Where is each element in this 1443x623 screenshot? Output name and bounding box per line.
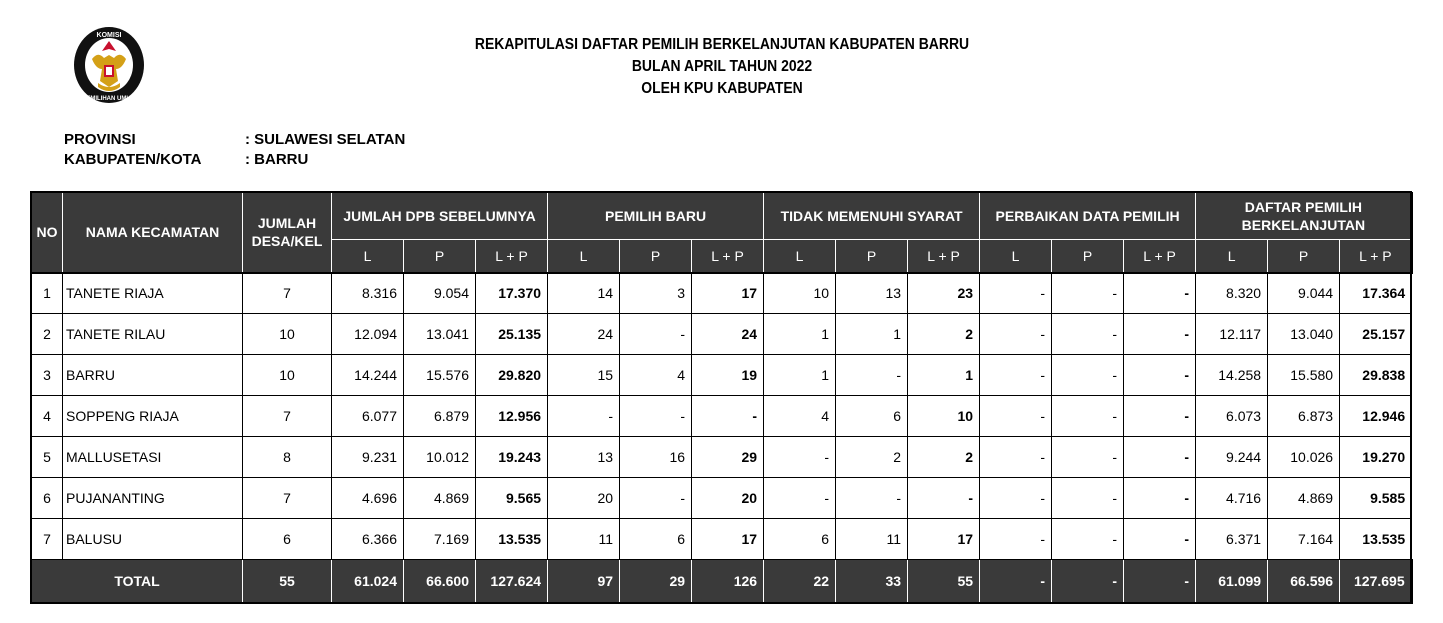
cell-no: 4 xyxy=(32,396,63,437)
total-value: - xyxy=(1052,560,1124,603)
cell-value: 13.040 xyxy=(1268,314,1340,355)
cell-value: 7.164 xyxy=(1268,519,1340,560)
subheader-l: L xyxy=(980,240,1052,273)
cell-value: 1 xyxy=(908,355,980,396)
total-row xyxy=(32,560,1412,603)
cell-value: - xyxy=(980,437,1052,478)
cell-value: 1 xyxy=(764,314,836,355)
cell-value: 2 xyxy=(908,314,980,355)
cell-value: 25.157 xyxy=(1340,314,1412,355)
subheader-lp: L + P xyxy=(476,240,548,273)
cell-value: 16 xyxy=(620,437,692,478)
cell-value: - xyxy=(980,355,1052,396)
cell-value: 4.869 xyxy=(1268,478,1340,519)
cell-value: 4 xyxy=(620,355,692,396)
cell-jumlah-desa: 8 xyxy=(243,437,332,478)
cell-value: - xyxy=(980,314,1052,355)
cell-value: 4.716 xyxy=(1196,478,1268,519)
cell-kecamatan: BARRU xyxy=(63,355,243,396)
cell-value: 24 xyxy=(692,314,764,355)
cell-value: 2 xyxy=(908,437,980,478)
total-value: 126 xyxy=(692,560,764,603)
header-no: NO xyxy=(32,193,63,273)
cell-value: 6.879 xyxy=(404,396,476,437)
cell-value: 13.535 xyxy=(1340,519,1412,560)
cell-value: - xyxy=(1052,314,1124,355)
cell-value: 1 xyxy=(836,314,908,355)
cell-value: - xyxy=(692,396,764,437)
cell-value: 8.316 xyxy=(332,273,404,314)
total-value: - xyxy=(980,560,1052,603)
cell-value: - xyxy=(1052,355,1124,396)
subheader-p: P xyxy=(1052,240,1124,273)
cell-value: 10 xyxy=(908,396,980,437)
cell-value: 6.073 xyxy=(1196,396,1268,437)
cell-jumlah-desa: 10 xyxy=(243,314,332,355)
cell-value: - xyxy=(1124,437,1196,478)
cell-value: 9.231 xyxy=(332,437,404,478)
cell-value: 13.041 xyxy=(404,314,476,355)
cell-value: 29 xyxy=(692,437,764,478)
subheader-lp: L + P xyxy=(1124,240,1196,273)
report-title xyxy=(362,34,1082,100)
cell-value: 17.364 xyxy=(1340,273,1412,314)
subheader-l: L xyxy=(1196,240,1268,273)
cell-value: 19.270 xyxy=(1340,437,1412,478)
cell-value: - xyxy=(980,273,1052,314)
total-value: 97 xyxy=(548,560,620,603)
cell-kecamatan: PUJANANTING xyxy=(63,478,243,519)
provinsi-label: PROVINSI xyxy=(64,131,136,148)
cell-value: - xyxy=(980,478,1052,519)
total-value: 66.600 xyxy=(404,560,476,603)
subheader-lp: L + P xyxy=(1340,240,1412,273)
provinsi-value: : SULAWESI SELATAN xyxy=(245,131,406,148)
table-foot xyxy=(32,560,1412,603)
kpu-logo xyxy=(72,25,146,105)
cell-kecamatan: TANETE RILAU xyxy=(63,314,243,355)
cell-value: - xyxy=(1124,519,1196,560)
cell-jumlah-desa: 7 xyxy=(243,273,332,314)
cell-no: 2 xyxy=(32,314,63,355)
cell-value: 9.244 xyxy=(1196,437,1268,478)
recap-table xyxy=(31,192,1413,604)
cell-no: 6 xyxy=(32,478,63,519)
cell-value: - xyxy=(1052,519,1124,560)
cell-value: 12.946 xyxy=(1340,396,1412,437)
subheader-lp: L + P xyxy=(692,240,764,273)
cell-value: 13 xyxy=(548,437,620,478)
cell-jumlah-desa: 6 xyxy=(243,519,332,560)
header-group-perbaikan: PERBAIKAN DATA PEMILIH xyxy=(980,193,1196,240)
subheader-lp: L + P xyxy=(908,240,980,273)
subheader-p: P xyxy=(620,240,692,273)
cell-value: 1 xyxy=(764,355,836,396)
cell-value: 12.117 xyxy=(1196,314,1268,355)
logo-text-top: KOMISI xyxy=(96,32,122,39)
header-kecamatan: NAMA KECAMATAN xyxy=(63,193,243,273)
header-group-pemilih-baru: PEMILIH BARU xyxy=(548,193,764,240)
cell-value: 7.169 xyxy=(404,519,476,560)
cell-value: 14.244 xyxy=(332,355,404,396)
cell-value: 25.135 xyxy=(476,314,548,355)
kabupaten-value: : BARRU xyxy=(245,151,309,168)
table-row xyxy=(32,519,1412,560)
cell-value: 6 xyxy=(764,519,836,560)
cell-value: - xyxy=(1052,396,1124,437)
cell-value: 15.580 xyxy=(1268,355,1340,396)
cell-jumlah-desa: 10 xyxy=(243,355,332,396)
subheader-p: P xyxy=(404,240,476,273)
cell-value: 17 xyxy=(692,273,764,314)
cell-value: - xyxy=(620,478,692,519)
cell-value: 9.054 xyxy=(404,273,476,314)
table-row xyxy=(32,437,1412,478)
cell-value: 14.258 xyxy=(1196,355,1268,396)
cell-value: 8.320 xyxy=(1196,273,1268,314)
logo-text-bottom: PEMILIHAN UMUM xyxy=(82,96,136,102)
cell-value: 17 xyxy=(692,519,764,560)
cell-value: 10.026 xyxy=(1268,437,1340,478)
cell-value: - xyxy=(1124,355,1196,396)
cell-value: - xyxy=(1052,437,1124,478)
cell-no: 1 xyxy=(32,273,63,314)
subheader-l: L xyxy=(548,240,620,273)
title-line-3: OLEH KPU KABUPATEN xyxy=(641,80,803,97)
table-row xyxy=(32,478,1412,519)
cell-value: 10 xyxy=(764,273,836,314)
table-row xyxy=(32,355,1412,396)
total-value: 61.099 xyxy=(1196,560,1268,603)
cell-value: 20 xyxy=(548,478,620,519)
cell-kecamatan: BALUSU xyxy=(63,519,243,560)
cell-value: 3 xyxy=(620,273,692,314)
cell-kecamatan: MALLUSETASI xyxy=(63,437,243,478)
cell-value: 17.370 xyxy=(476,273,548,314)
cell-value: - xyxy=(1124,478,1196,519)
cell-value: 29.820 xyxy=(476,355,548,396)
total-label: TOTAL xyxy=(32,560,243,603)
cell-value: 9.565 xyxy=(476,478,548,519)
cell-value: 6.366 xyxy=(332,519,404,560)
cell-value: 2 xyxy=(836,437,908,478)
cell-value: 13.535 xyxy=(476,519,548,560)
cell-kecamatan: TANETE RIAJA xyxy=(63,273,243,314)
kpu-logo-icon xyxy=(72,25,146,105)
header-group-dpb: DAFTAR PEMILIH BERKELANJUTAN xyxy=(1196,193,1412,240)
cell-value: - xyxy=(836,355,908,396)
title-line-2: BULAN APRIL TAHUN 2022 xyxy=(631,58,813,75)
cell-value: - xyxy=(548,396,620,437)
cell-value: 4.696 xyxy=(332,478,404,519)
cell-value: 11 xyxy=(548,519,620,560)
cell-no: 5 xyxy=(32,437,63,478)
subheader-l: L xyxy=(332,240,404,273)
header-jumlah-desa: JUMLAH DESA/KEL xyxy=(243,193,332,273)
cell-value: 19 xyxy=(692,355,764,396)
cell-value: - xyxy=(620,314,692,355)
total-value: 127.624 xyxy=(476,560,548,603)
cell-value: 12.956 xyxy=(476,396,548,437)
kabupaten-label: KABUPATEN/KOTA xyxy=(64,151,202,168)
total-value: 66.596 xyxy=(1268,560,1340,603)
meta-provinsi xyxy=(64,130,405,150)
cell-value: - xyxy=(1124,396,1196,437)
cell-value: 17 xyxy=(908,519,980,560)
total-desa: 55 xyxy=(243,560,332,603)
total-value: - xyxy=(1124,560,1196,603)
cell-value: 29.838 xyxy=(1340,355,1412,396)
cell-value: 11 xyxy=(836,519,908,560)
cell-value: 14 xyxy=(548,273,620,314)
title-line-1: REKAPITULASI DAFTAR PEMILIH BERKELANJUTAN KABUPATEN BARRU xyxy=(474,36,970,53)
total-value: 29 xyxy=(620,560,692,603)
cell-value: 9.044 xyxy=(1268,273,1340,314)
cell-value: 6 xyxy=(620,519,692,560)
cell-jumlah-desa: 7 xyxy=(243,478,332,519)
cell-value: - xyxy=(764,478,836,519)
cell-value: 13 xyxy=(836,273,908,314)
cell-value: 4.869 xyxy=(404,478,476,519)
cell-value: - xyxy=(980,519,1052,560)
cell-jumlah-desa: 7 xyxy=(243,396,332,437)
cell-value: 24 xyxy=(548,314,620,355)
total-value: 127.695 xyxy=(1340,560,1412,603)
subheader-p: P xyxy=(1268,240,1340,273)
cell-no: 7 xyxy=(32,519,63,560)
meta-kabupaten xyxy=(64,150,405,170)
cell-value: 15 xyxy=(548,355,620,396)
header-group-dpb-sebelumnya: JUMLAH DPB SEBELUMNYA xyxy=(332,193,548,240)
cell-value: - xyxy=(764,437,836,478)
table-row xyxy=(32,273,1412,314)
cell-value: 6 xyxy=(836,396,908,437)
cell-value: - xyxy=(908,478,980,519)
cell-kecamatan: SOPPENG RIAJA xyxy=(63,396,243,437)
total-value: 33 xyxy=(836,560,908,603)
cell-value: - xyxy=(1052,273,1124,314)
table-body xyxy=(32,273,1412,560)
cell-value: 6.371 xyxy=(1196,519,1268,560)
cell-value: - xyxy=(980,396,1052,437)
cell-value: 9.585 xyxy=(1340,478,1412,519)
cell-value: 19.243 xyxy=(476,437,548,478)
report-meta xyxy=(64,130,405,170)
cell-no: 3 xyxy=(32,355,63,396)
subheader-l: L xyxy=(764,240,836,273)
cell-value: 12.094 xyxy=(332,314,404,355)
subheader-p: P xyxy=(836,240,908,273)
cell-value: 20 xyxy=(692,478,764,519)
cell-value: - xyxy=(836,478,908,519)
cell-value: - xyxy=(620,396,692,437)
total-value: 61.024 xyxy=(332,560,404,603)
total-value: 55 xyxy=(908,560,980,603)
cell-value: - xyxy=(1124,273,1196,314)
header-group-tms: TIDAK MEMENUHI SYARAT xyxy=(764,193,980,240)
table-row xyxy=(32,396,1412,437)
cell-value: - xyxy=(1052,478,1124,519)
total-value: 22 xyxy=(764,560,836,603)
cell-value: 15.576 xyxy=(404,355,476,396)
cell-value: 23 xyxy=(908,273,980,314)
cell-value: 10.012 xyxy=(404,437,476,478)
cell-value: 4 xyxy=(764,396,836,437)
cell-value: 6.077 xyxy=(332,396,404,437)
cell-value: 6.873 xyxy=(1268,396,1340,437)
cell-value: - xyxy=(1124,314,1196,355)
table-head xyxy=(32,193,1412,273)
table-row xyxy=(32,314,1412,355)
